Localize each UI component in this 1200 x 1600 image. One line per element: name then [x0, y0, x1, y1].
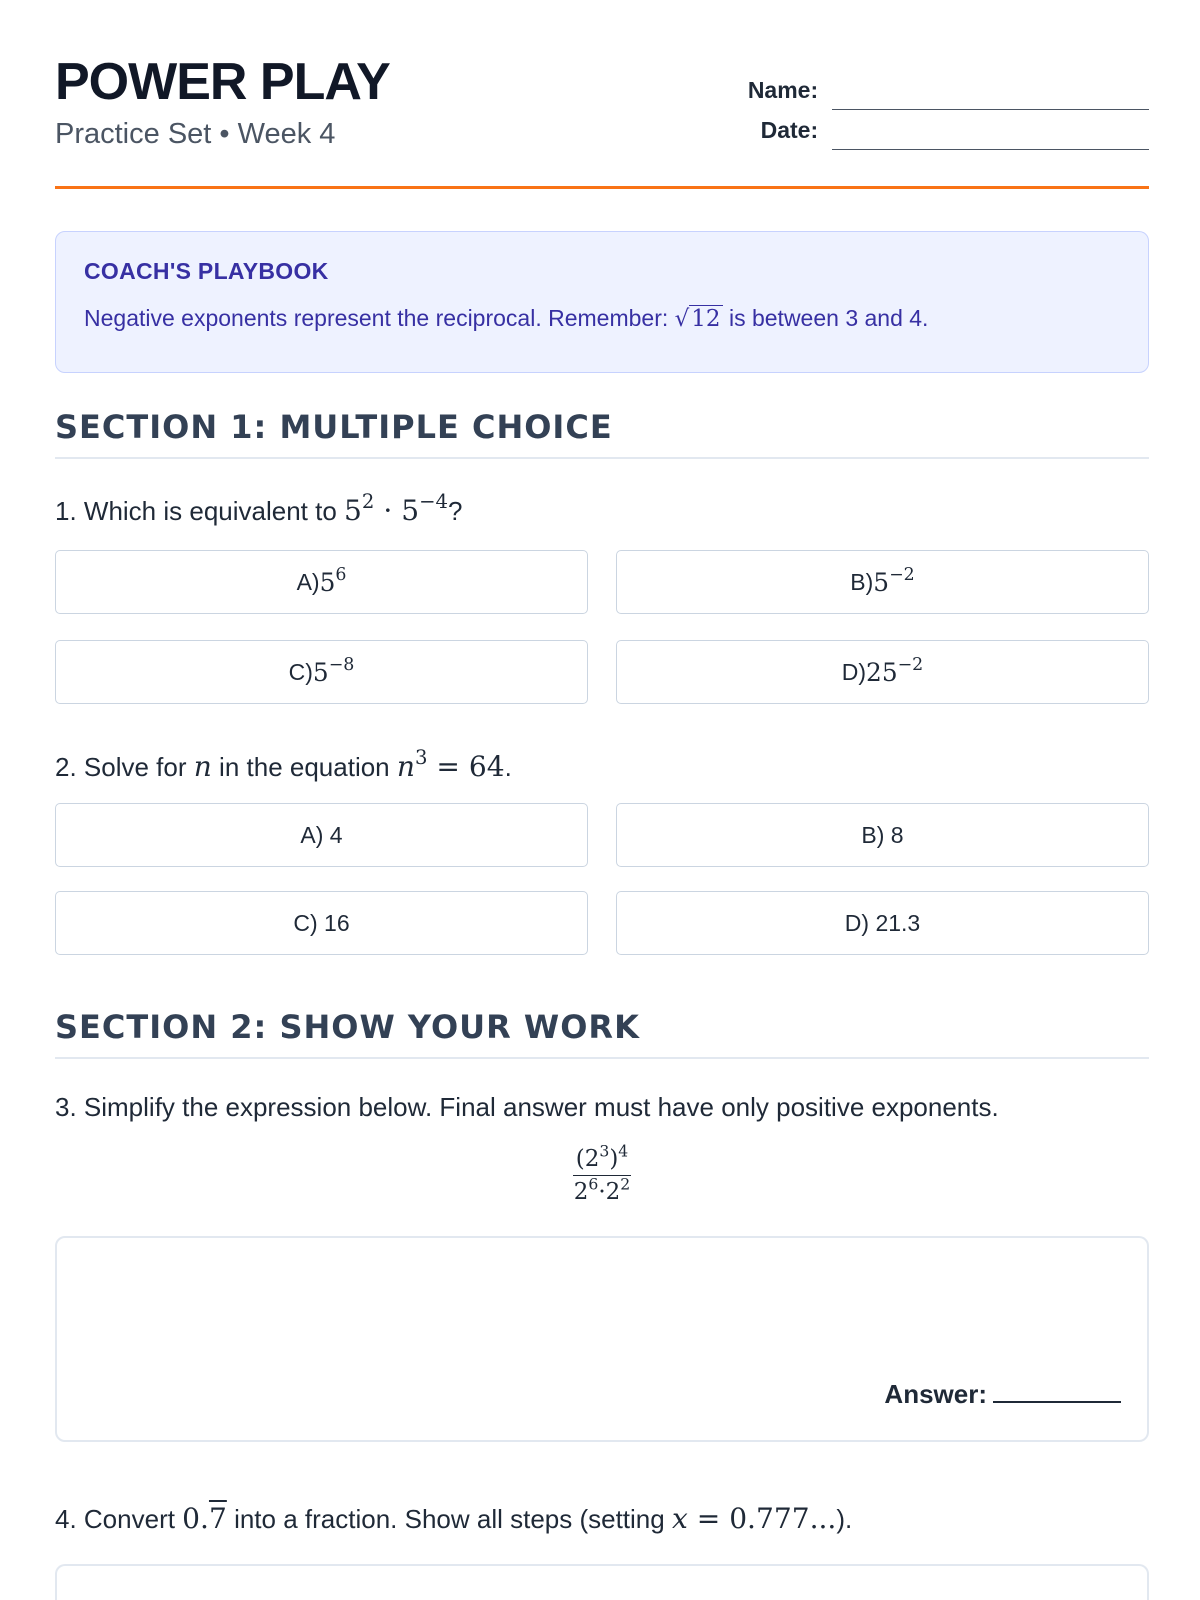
header-divider: [55, 186, 1149, 189]
date-field: [729, 110, 1149, 150]
q1-expression: [344, 489, 449, 527]
choice-base: 5: [312, 657, 329, 687]
q2-choice-d[interactable]: D) 21.3: [616, 891, 1149, 955]
sqrt-radicand: 12: [691, 306, 721, 332]
worksheet-subtitle: Practice Set • Week 4: [55, 118, 336, 150]
q1-exp2: −4: [419, 489, 449, 513]
worksheet-page: [55, 0, 1149, 1535]
section-2-divider: [55, 1057, 1149, 1059]
num-open: (2: [575, 1146, 600, 1172]
student-info-fields: [729, 70, 1149, 150]
q1-choice-a[interactable]: [55, 550, 588, 614]
q1-choice-d[interactable]: [616, 640, 1149, 704]
worksheet-header: [55, 0, 1149, 190]
callout-text: [84, 305, 1120, 332]
q2-middle: in the equation: [211, 752, 397, 782]
callout-title: COACH'S PLAYBOOK: [84, 258, 329, 284]
q2-choice-b[interactable]: B) 8: [616, 803, 1149, 867]
q1-dot: ·: [374, 494, 402, 527]
num-outer-exp: 4: [618, 1141, 629, 1161]
q4-repeating-whole: 0.: [182, 1502, 209, 1535]
q3-answer: [884, 1379, 1121, 1410]
q1-base1: 5: [344, 494, 362, 527]
callout-text-before: Negative exponents represent the reciprocal. Remember:: [84, 305, 675, 331]
name-field: [729, 70, 1149, 110]
name-line[interactable]: [832, 80, 1149, 110]
q2-choice-c[interactable]: C) 16: [55, 891, 588, 955]
den-exp1: 6: [588, 1174, 599, 1194]
q4-eq: = 0.777...: [687, 1502, 837, 1535]
q1-choice-c[interactable]: [55, 640, 588, 704]
choice-letter: A): [296, 568, 320, 595]
choice-letter: D): [841, 658, 867, 685]
q2-suffix: .: [504, 752, 512, 782]
coach-playbook-callout: [55, 231, 1149, 373]
q2-var: n: [193, 750, 212, 783]
num-close: ): [609, 1146, 619, 1172]
den-base2: 2: [605, 1179, 621, 1205]
q2-exp: 3: [414, 745, 428, 769]
name-label: Name:: [747, 77, 819, 103]
section-1-divider: [55, 457, 1149, 459]
section-1-title: SECTION 1: MULTIPLE CHOICE: [55, 408, 613, 446]
q4-repeating-decimal: [182, 1502, 227, 1535]
q1-exp1: 2: [361, 489, 375, 513]
q1-prefix: 1. Which is equivalent to: [55, 496, 345, 526]
choice-exp: 6: [335, 564, 347, 585]
q2-rhs: = 64: [427, 750, 505, 783]
question-4: [55, 1502, 852, 1535]
q1-base2: 5: [401, 494, 420, 527]
choice-exp: −2: [897, 654, 924, 675]
den-base1: 2: [573, 1179, 589, 1205]
callout-text-after: is between 3 and 4.: [722, 305, 929, 331]
q1-suffix: ?: [448, 496, 463, 526]
q4-var: x: [671, 1502, 688, 1535]
answer-line[interactable]: [993, 1401, 1121, 1403]
q3-fraction: [55, 1141, 1149, 1205]
date-label: Date:: [760, 117, 819, 143]
worksheet-title: POWER PLAY: [55, 53, 390, 111]
fraction-numerator: [573, 1141, 632, 1176]
den-dot: ·: [598, 1179, 606, 1205]
sqrt-expression: √12: [674, 306, 721, 332]
choice-letter: C): [288, 658, 313, 685]
q4-repeating-digit: 7: [208, 1502, 227, 1535]
fraction-expression: [571, 1141, 634, 1205]
section-2-title: SECTION 2: SHOW YOUR WORK: [55, 1008, 640, 1046]
choice-base: 5: [319, 567, 336, 597]
q4-middle: into a fraction. Show all steps (setting: [226, 1504, 672, 1534]
q4-suffix: ).: [836, 1504, 853, 1534]
choice-base: 5: [873, 567, 890, 597]
answer-label: Answer:: [884, 1379, 987, 1409]
den-exp2: 2: [620, 1174, 631, 1194]
q2-choice-a[interactable]: A) 4: [55, 803, 588, 867]
num-inner-exp: 3: [599, 1141, 610, 1161]
choice-letter: B): [850, 568, 874, 595]
question-1: [55, 489, 463, 527]
q3-work-area[interactable]: [55, 1236, 1149, 1442]
q1-choice-b[interactable]: [616, 550, 1149, 614]
q2-var2: n: [396, 750, 415, 783]
q2-prefix: 2. Solve for: [55, 752, 194, 782]
q2-equation: [396, 745, 505, 783]
fraction-denominator: [571, 1176, 634, 1205]
question-2: [55, 745, 512, 783]
date-line[interactable]: [832, 120, 1149, 150]
question-3: 3. Simplify the expression below. Final answer must have only positive exponents.: [55, 1092, 999, 1122]
choice-exp: −8: [328, 654, 355, 675]
choice-base: 25: [866, 657, 898, 687]
q4-prefix: 4. Convert: [55, 1504, 183, 1534]
choice-exp: −2: [889, 564, 915, 585]
q4-work-area[interactable]: [55, 1564, 1149, 1600]
